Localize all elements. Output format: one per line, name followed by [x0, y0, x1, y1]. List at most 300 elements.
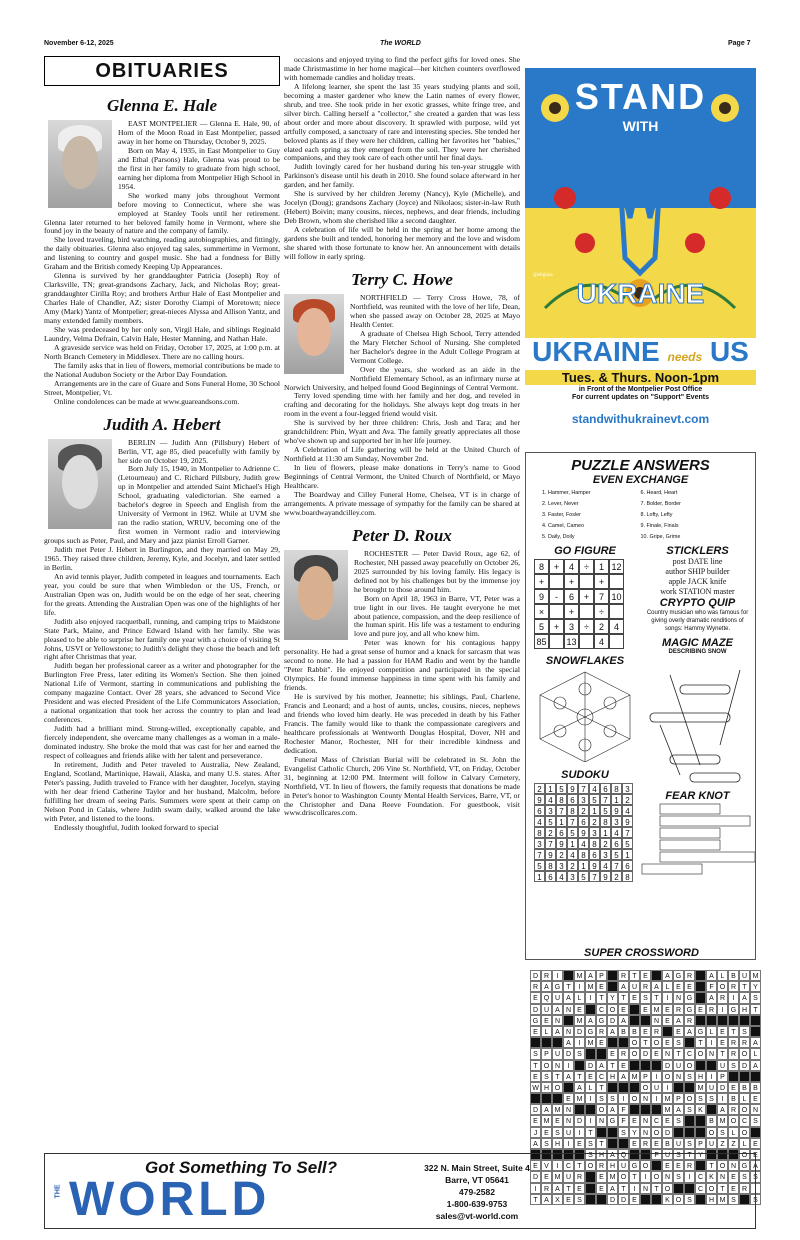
sudoku-cell: 2	[600, 838, 611, 849]
crossword-cell: E	[530, 992, 541, 1003]
sticklers-title: STICKLERS	[666, 545, 729, 557]
crossword-cell: C	[596, 1071, 607, 1082]
go-figure-cell	[609, 634, 624, 649]
crossword-cell: E	[629, 1194, 640, 1205]
crossword-cell: S	[739, 1171, 750, 1182]
crossword-cell: E	[662, 1004, 673, 1015]
paragraph: Judith also enjoyed racquetball, running, and camping trips to Maidstone State Park, Maine, and Prince Edward Island with her family. She was pleased to be able to surprise her family one year with a choice of visiting St Johns, USVI or Yellowstone; to Judith's delight they chose the beach and left right after Christmas that year.	[44, 616, 280, 662]
go-figure-cell: ×	[534, 604, 549, 619]
crossword-cell: E	[596, 1037, 607, 1048]
crossword-cell: N	[552, 1060, 563, 1071]
crossword-cell	[596, 1127, 607, 1138]
crossword-cell: A	[563, 992, 574, 1003]
sudoku-cell: 3	[545, 805, 556, 816]
crossword-cell: N	[563, 1104, 574, 1115]
crossword-cell: E	[662, 1015, 673, 1026]
crossword-cell: H	[596, 1149, 607, 1160]
sudoku-cell: 9	[611, 805, 622, 816]
crossword-cell: A	[563, 1071, 574, 1082]
crossword-cell: N	[563, 1115, 574, 1126]
sudoku-cell: 9	[567, 783, 578, 794]
sudoku-cell: 6	[611, 838, 622, 849]
crossword-cell: S	[585, 1138, 596, 1149]
magic-maze-title: MAGIC MAZE	[662, 637, 733, 649]
crossword-cell: I	[684, 1171, 695, 1182]
go-figure-cell: 10	[609, 589, 624, 604]
crossword-cell: D	[607, 1015, 618, 1026]
sudoku-cell: 9	[622, 816, 633, 827]
crossword-cell: E	[629, 1138, 640, 1149]
crossword-cell: N	[651, 1015, 662, 1026]
crossword-cell: N	[673, 992, 684, 1003]
crossword-cell: A	[750, 1060, 761, 1071]
crossword-cell: E	[530, 1071, 541, 1082]
crossword-cell: R	[618, 1048, 629, 1059]
crossword-cell: M	[585, 1037, 596, 1048]
paragraph: The family asks that in lieu of flowers, memorial contributions be made to the National Audubon Society or the Arbor Day Foundation.	[44, 360, 280, 379]
sudoku-cell: 9	[600, 871, 611, 882]
crossword-cell: S	[728, 1194, 739, 1205]
crossword-cell: T	[530, 1194, 541, 1205]
paragraph: A lifelong learner, she spent the last 35 years studying plants and soil, becoming a master gardener who knew the Latin names of every flower, shrub, and tree. She took pride in her exotic grasses, white fringe tree, and silver birch. Calling herself a "collector," she created a garden that was less about order and more about discovery. It sprawled with purpose, wild yet artfully composed, a sanctuary of rare and interesting species. She tended her beloved plants as if they were her children, calling her favorites her "babies," elated each spring as they emerged from the soil. They were her cherished companions, and they took care of each other until her final days.	[284, 81, 520, 163]
crossword-cell: M	[552, 1104, 563, 1115]
crossword-cell	[695, 970, 706, 981]
crossword-cell: G	[695, 1026, 706, 1037]
paragraph: Arrangements are in the care of Guare and Sons Funeral Home, 30 School Street, Montpelier, Vt.	[44, 378, 280, 397]
crossword-cell: O	[618, 1171, 629, 1182]
answer-item: 1. Hammer, Hamper	[542, 490, 591, 496]
crossword-cell: E	[640, 1004, 651, 1015]
section-title: OBITUARIES	[44, 56, 280, 86]
sudoku-cell: 1	[534, 871, 545, 882]
crossword-cell	[552, 1093, 563, 1104]
sudoku-cell: 1	[556, 816, 567, 827]
go-figure-cell	[579, 574, 594, 589]
crossword-cell: S	[728, 1060, 739, 1071]
crossword-cell: R	[640, 981, 651, 992]
sudoku-cell: 1	[611, 794, 622, 805]
crossword-cell: P	[640, 1071, 651, 1082]
crossword-cell	[651, 1060, 662, 1071]
crossword-cell: A	[750, 1037, 761, 1048]
sudoku-cell: 9	[589, 860, 600, 871]
crossword-cell: A	[673, 1104, 684, 1115]
crossword-cell: M	[541, 1115, 552, 1126]
crossword-cell: I	[585, 1093, 596, 1104]
crossword-cell: E	[585, 1071, 596, 1082]
crossword-cell: A	[585, 970, 596, 981]
crossword-cell: U	[739, 970, 750, 981]
crossword-cell: S	[673, 1115, 684, 1126]
go-figure-cell: 1	[594, 559, 609, 574]
sudoku-cell: 8	[600, 816, 611, 827]
crossword-cell: U	[618, 1160, 629, 1171]
crossword-cell: G	[585, 1026, 596, 1037]
crossword-cell: G	[607, 1115, 618, 1126]
crossword-cell: R	[530, 981, 541, 992]
crossword-cell: A	[541, 981, 552, 992]
crossword-cell: T	[618, 1183, 629, 1194]
crossword-cell: B	[728, 1093, 739, 1104]
answer-item: 9. Finale, Finals	[640, 523, 679, 529]
crossword-cell: G	[684, 992, 695, 1003]
crossword-cell: E	[728, 1183, 739, 1194]
crossword-cell: G	[673, 970, 684, 981]
crossword-cell: I	[728, 992, 739, 1003]
sudoku-cell: 3	[589, 827, 600, 838]
crossword-cell: T	[695, 1037, 706, 1048]
crossword-cell: A	[618, 1015, 629, 1026]
crossword-cell: M	[651, 1004, 662, 1015]
crossword-cell: E	[673, 1160, 684, 1171]
crossword-cell: S	[574, 1048, 585, 1059]
answer-item: work STATION master	[660, 587, 735, 596]
ad-needs: needs	[667, 350, 703, 364]
crossword-cell: T	[574, 1071, 585, 1082]
crossword-cell: R	[596, 1160, 607, 1171]
crossword-cell: N	[640, 1183, 651, 1194]
paragraph: EAST MONTPELIER — Glenna E. Hale, 90, of Horn of the Moon Road in East Montpelier, passed away in her home on Thursday, October 9, 2025.	[118, 119, 280, 146]
crossword-cell: A	[673, 1015, 684, 1026]
obit-photo-glenna	[48, 120, 112, 208]
ad-us: US	[709, 336, 749, 367]
crossword-cell: Y	[750, 981, 761, 992]
crossword-cell	[530, 1093, 541, 1104]
crossword-cell: I	[651, 1093, 662, 1104]
crossword-cell: O	[739, 1149, 750, 1160]
crossword-cell	[607, 1127, 618, 1138]
header-page: Page 7	[728, 40, 751, 47]
obit-name-judith: Judith A. Hebert	[103, 414, 221, 434]
crossword-cell: G	[728, 1004, 739, 1015]
crossword-cell: I	[563, 1060, 574, 1071]
go-figure-cell	[579, 604, 594, 619]
crossword-cell: D	[717, 1082, 728, 1093]
paragraph: BERLIN — Judith Ann (Pillsbury) Hebert of Berlin, VT, age 85, died peacefully with family by her side on October 19, 2025.	[118, 437, 280, 465]
crossword-cell: E	[607, 1048, 618, 1059]
crossword-cell	[552, 1037, 563, 1048]
crossword-cell: I	[662, 992, 673, 1003]
sudoku-cell: 5	[567, 827, 578, 838]
crossword-cell: E	[728, 1082, 739, 1093]
paragraph: She is survived by her three children: Chris, Josh and Tara; and her grandchildren: Phin, Wyatt and Ava. The family greatly appreciates all those who've shown up and supported her in her life journey.	[284, 418, 520, 446]
crossword-cell: E	[640, 970, 651, 981]
answer-item: apple JACK knife	[668, 577, 727, 586]
crossword-cell: R	[618, 970, 629, 981]
crossword-cell	[596, 1048, 607, 1059]
crossword-cell: E	[530, 1160, 541, 1171]
crossword-cell: M	[585, 981, 596, 992]
crossword-cell: E	[541, 1127, 552, 1138]
answer-item: 2. Lever, Never	[542, 501, 579, 507]
paragraph: Judith had a brilliant mind. Strong-willed, exceptionally capable, and fiercely independent, she overcame many challenges as a woman in a male-dominated industry. She broke the mold that was cast for her and earned the respect of colleagues and friends alike with her talent and perseverance.	[44, 724, 280, 760]
ad-ukraine-art: UKRAINE	[576, 278, 705, 309]
sudoku-cell: 9	[545, 849, 556, 860]
ad-times: Tues. & Thurs. Noon-1pm	[525, 370, 756, 385]
crossword-cell: U	[706, 1138, 717, 1149]
crossword-cell: I	[585, 992, 596, 1003]
paragraph: NORTHFIELD — Terry Cross Howe, 78, of Northfield, was reunited with the love of her life, Dean, when she passed away on October 28, 2025 at Mayo Health Center.	[350, 292, 520, 329]
sudoku-cell: 4	[534, 816, 545, 827]
crossword-cell: T	[684, 1149, 695, 1160]
crossword-cell: X	[552, 1194, 563, 1205]
crossword-cell: S	[706, 1093, 717, 1104]
sudoku-cell: 5	[600, 805, 611, 816]
crossword-cell	[607, 1082, 618, 1093]
puzzle-title: PUZZLE ANSWERS	[571, 457, 710, 474]
crossword-cell: E	[596, 1171, 607, 1182]
crossword-cell: I	[574, 981, 585, 992]
crossword-cell: C	[695, 1183, 706, 1194]
crossword-cell: E	[750, 1093, 761, 1104]
crossword-cell: S	[640, 992, 651, 1003]
crossword-cell	[673, 1082, 684, 1093]
paragraph: Over the years, she worked as an aide in the Northfield Elementary School, as an infirmary nurse at Norwich University, and helped found Good Beginnings of Central Vermont.	[284, 364, 520, 392]
crossword-cell: T	[717, 1183, 728, 1194]
crossword-cell	[607, 970, 618, 981]
crossword-cell: J	[530, 1127, 541, 1138]
crossword-cell	[541, 1037, 552, 1048]
crossword-cell: O	[629, 1037, 640, 1048]
sudoku-cell: 2	[567, 860, 578, 871]
crossword-cell: R	[541, 1183, 552, 1194]
crossword-cell: E	[530, 1026, 541, 1037]
crossword-cell: Y	[695, 1149, 706, 1160]
crossword-cell: E	[541, 1171, 552, 1182]
crossword-cell: A	[552, 1004, 563, 1015]
crossword-cell: M	[717, 1194, 728, 1205]
crossword-cell: G	[552, 981, 563, 992]
crossword-cell: C	[695, 1171, 706, 1182]
crossword-cell: E	[563, 1194, 574, 1205]
classified-ad	[44, 1153, 756, 1229]
crossword-cell	[717, 1015, 728, 1026]
crossword-cell: E	[673, 981, 684, 992]
crossword-cell: O	[739, 1104, 750, 1115]
crossword-cell: O	[640, 1082, 651, 1093]
crossword-cell: E	[662, 1037, 673, 1048]
phone-2: 1-800-639-9753	[446, 1199, 508, 1209]
paragraph: Terry loved spending time with her family and her dog, and reveled in crafting and decorating for the holidays. She always kept dog treats in her room in the event a four-legged friend would visit.	[284, 391, 520, 419]
crossword-cell: S	[750, 1115, 761, 1126]
paragraph: She worked many jobs throughout Vermont before moving to Connecticut, where she was employed at Stanley Tools until her retirement. Glenna later returned to her beloved family home in Vermont, where she found joy in the beauty of nature and the company of family.	[44, 190, 280, 236]
crossword-cell: M	[662, 1093, 673, 1104]
crossword-cell	[607, 981, 618, 992]
paragraph: Born on April 18, 1963 in Barre, VT, Peter was a true light in our lives. He taught everyone he met about patience, compassion, and the deep resilience of the human spirit. His life was a testament to enduring love and pure joy, and all who knew him.	[354, 593, 520, 639]
crossword-cell: N	[640, 1115, 651, 1126]
crossword-cell: M	[574, 970, 585, 981]
sudoku-cell: 4	[600, 860, 611, 871]
crossword-cell: M	[629, 1071, 640, 1082]
crossword-cell: S	[530, 1048, 541, 1059]
sudoku-cell: 2	[545, 827, 556, 838]
sudoku-cell: 3	[622, 783, 633, 794]
crossword-cell: S	[684, 1104, 695, 1115]
crossword-cell: E	[750, 1149, 761, 1160]
go-figure-cell: +	[579, 589, 594, 604]
crossword-cell: Q	[618, 1149, 629, 1160]
paragraph: Judith met Peter J. Hebert in Burlington, and they married on May 29, 1965. They raised three children, Jeremy, Kyle, and Jocelyn, and later settled in Berlin.	[44, 545, 280, 572]
crossword-cell: L	[739, 1138, 750, 1149]
even-exchange-title: EVEN EXCHANGE	[592, 474, 689, 486]
crossword-cell: C	[684, 1048, 695, 1059]
crossword-cell: W	[530, 1082, 541, 1093]
crossword-cell: S	[684, 1071, 695, 1082]
crossword-cell: S	[695, 1093, 706, 1104]
crossword-cell: T	[585, 1127, 596, 1138]
answer-item: 10. Gripe, Grime	[640, 534, 681, 540]
crossword-cell: I	[618, 1093, 629, 1104]
crossword-cell: M	[695, 1082, 706, 1093]
go-figure-cell	[579, 634, 594, 649]
sudoku-cell: 9	[556, 838, 567, 849]
crossword-cell: A	[552, 1183, 563, 1194]
crossword-cell: B	[618, 1026, 629, 1037]
crossword-cell: K	[662, 1194, 673, 1205]
sudoku-cell: 1	[589, 805, 600, 816]
crossword-cell: A	[574, 1082, 585, 1093]
crossword-cell	[695, 1060, 706, 1071]
paragraph: Glenna is survived by her granddaughter Patricia (Joseph) Roy of Clarksville, TN; great-grandsons Zachary, Jack, and Nicholas Roy; great-granddaughter Cirilla Roy; and brothers Arthur Hale of East Montpelier and Charles Hale of Chandler, AZ; sister Dorothy Ciampi of Moretown; niece Amy (Mark) Yantz of Montpelier; great-nieces Alyssa and Allison Yantz, and many extended family members.	[44, 271, 280, 326]
crossword-cell	[695, 1015, 706, 1026]
crossword-cell: F	[618, 1115, 629, 1126]
paragraph: Born on May 4, 1935, in East Montpelier to Guy and Ethal (Parsons) Hale, Glenna was proud to be the first in her family to graduate from high school, earning her diploma from Montpelier High School in 1954.	[118, 145, 280, 191]
crossword-cell: A	[541, 1104, 552, 1115]
crossword-cell: A	[607, 1149, 618, 1160]
crossword-cell	[618, 1037, 629, 1048]
crossword-cell: E	[629, 992, 640, 1003]
crossword-cell: H	[552, 1138, 563, 1149]
crossword-cell: I	[640, 1171, 651, 1182]
crossword-cell	[640, 1015, 651, 1026]
obit-photo-judith	[48, 439, 112, 529]
crossword-cell: O	[695, 1048, 706, 1059]
answer-item: post DATE line	[672, 557, 723, 566]
crossword-cell: Z	[717, 1138, 728, 1149]
paragraph: Endlessly thoughtful, Judith looked forward to special	[54, 822, 219, 832]
crossword-cell	[574, 1104, 585, 1115]
email-link[interactable]: sales@vt-world.com	[435, 1211, 519, 1221]
crossword-cell: D	[662, 1060, 673, 1071]
crossword-cell	[585, 1104, 596, 1115]
answer-item: 6. Heard, Heart	[640, 490, 678, 496]
go-figure-cell: 8	[534, 559, 549, 574]
paragraph: A Celebration of Life gathering will be held at the United Church of Northfield at 11:30 am Sunday, November 2nd.	[284, 445, 520, 464]
crossword-cell: Y	[629, 1127, 640, 1138]
go-figure-cell: ÷	[579, 559, 594, 574]
go-figure-cell: 85	[534, 634, 549, 649]
crossword-cell: E	[717, 1037, 728, 1048]
go-figure-cell: +	[534, 574, 549, 589]
crossword-cell: U	[673, 1138, 684, 1149]
crossword-cell: H	[607, 1071, 618, 1082]
header-paper: The WORLD	[380, 40, 421, 47]
crossword-cell: A	[585, 1015, 596, 1026]
crossword-cell: A	[706, 992, 717, 1003]
crossword-cell: B	[739, 1082, 750, 1093]
go-figure-cell: 13	[564, 634, 579, 649]
crossword-cell: C	[739, 1115, 750, 1126]
crossword-cell	[662, 1026, 673, 1037]
obit-column-1	[44, 90, 280, 1145]
sticklers-answers	[640, 557, 755, 597]
crossword-cell: R	[596, 1026, 607, 1037]
paragraph: She was predeceased by her only son, Virgil Hale, and siblings Reginald Laundry, Velma Defrain, Calvin Hale, Hester Manning, and Nathan Hale.	[44, 324, 280, 343]
snowflakes-grid	[530, 667, 640, 762]
crossword-cell: E	[651, 1048, 662, 1059]
crossword-cell: N	[662, 1171, 673, 1182]
crossword-cell: T	[739, 981, 750, 992]
sudoku-cell: 8	[545, 860, 556, 871]
crossword-cell: U	[629, 981, 640, 992]
sudoku-cell: 8	[622, 871, 633, 882]
go-figure-cell: +	[564, 574, 579, 589]
paragraph: Online condolences can be made at www.guareandsons.com.	[54, 396, 240, 406]
go-figure-title: GO FIGURE	[554, 545, 616, 557]
crossword-cell: R	[640, 1138, 651, 1149]
crossword-cell: T	[607, 1060, 618, 1071]
crossword-cell: O	[640, 1160, 651, 1171]
crossword-cell: R	[684, 1160, 695, 1171]
crossword-cell: S	[596, 1093, 607, 1104]
crossword-cell: B	[728, 970, 739, 981]
crossword-cell: D	[640, 1048, 651, 1059]
crossword-cell: N	[563, 1026, 574, 1037]
crossword-cell: O	[662, 1183, 673, 1194]
crossword-cell: C	[563, 1160, 574, 1171]
crossword-cell	[629, 1104, 640, 1115]
sudoku-cell: 7	[556, 805, 567, 816]
crossword-cell: O	[717, 981, 728, 992]
sudoku-cell: 9	[534, 794, 545, 805]
crossword-cell: O	[541, 1060, 552, 1071]
crossword-cell	[640, 1060, 651, 1071]
crossword-cell: N	[563, 1004, 574, 1015]
crossword-cell: U	[651, 1082, 662, 1093]
crossword-cell: R	[739, 1037, 750, 1048]
ukraine-ad	[525, 68, 756, 408]
ad-credit: @eliginia	[533, 273, 553, 278]
sudoku-cell: 3	[600, 849, 611, 860]
paragraph: Peter was known for his contagious happy personality. He had a great sense of humor and a knack for sarcasm that was second to none. He had a passion for HAM Radio and went by the handle "Peter Rabbit". He enjoyed competition and participated in the special Olympics. He found immense happiness in time spent with his family and friends.	[284, 638, 520, 693]
obit-photo-peter	[284, 550, 348, 640]
crossword-cell: N	[750, 1104, 761, 1115]
crypto-quip-title: CRYPTO QUIP	[659, 597, 736, 609]
sudoku-cell: 2	[534, 783, 545, 794]
sudoku-cell: 5	[545, 816, 556, 827]
header-date: November 6-12, 2025	[44, 40, 114, 47]
crossword-cell: I	[717, 1004, 728, 1015]
go-figure-cell: -	[549, 589, 564, 604]
crossword-cell: R	[717, 992, 728, 1003]
crossword-cell	[563, 970, 574, 981]
crossword-cell	[563, 1015, 574, 1026]
crossword-cell: U	[673, 1060, 684, 1071]
sudoku-cell: 1	[567, 838, 578, 849]
sudoku-cell: 3	[611, 816, 622, 827]
classified-contact	[417, 1162, 537, 1222]
sudoku-cell: 5	[578, 871, 589, 882]
crossword-cell: F	[651, 1149, 662, 1160]
go-figure-cell: 4	[609, 619, 624, 634]
crossword-cell: O	[717, 1160, 728, 1171]
crossword-cell	[585, 1004, 596, 1015]
paragraph: ROCHESTER — Peter David Roux, age 62, of Rochester, NH passed away peacefully on October 26, 2025 surrounded by his loving family. His legacy is defined not by his challenges but by the immense joy he brought to those around him.	[354, 548, 520, 594]
answer-item: 4. Camel, Cameo	[542, 523, 584, 529]
crossword-cell: U	[552, 992, 563, 1003]
crossword-cell: F	[618, 1104, 629, 1115]
crossword-cell: O	[585, 1160, 596, 1171]
